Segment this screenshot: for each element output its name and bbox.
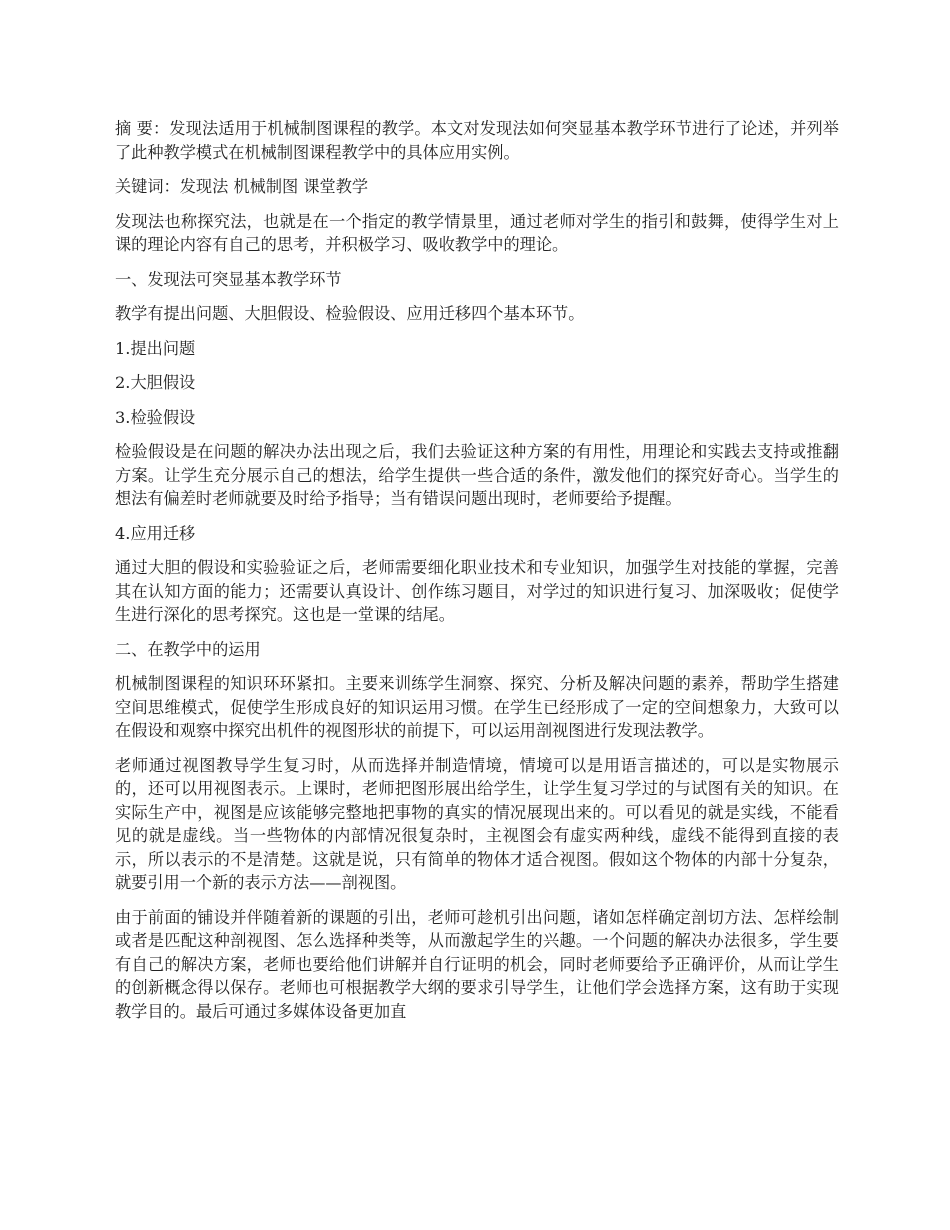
section-1-intro: 教学有提出问题、大胆假设、检验假设、应用迁移四个基本环节。	[115, 304, 585, 323]
list-item-2-heading: 2.大胆假设	[115, 373, 196, 392]
section-2-paragraph-3: 由于前面的铺设并伴随着新的课题的引出，老师可趁机引出问题，诸如怎样确定剖切方法、怎样绘制或者是匹配这种剖视图、怎么选择种类等，从而激起学生的兴趣。一个问题的解决办法很多，学生要有自己的解决方案，老师也要给他们讲解并自行证明的机会，同时老师要给予正确评价，从而让学生的创新概念得以保存。老师也可根据教学大纲的要求引导学生，让他们学会选择方案，这有助于实现教学目的。最后可通过多媒体设备更加直	[115, 907, 839, 1021]
section-1-heading: 一、发现法可突显基本教学环节	[115, 269, 342, 289]
list-item-3-heading: 3.检验假设	[115, 407, 196, 427]
section-2-paragraph-1: 机械制图课程的知识环环紧扣。主要来训练学生洞察、探究、分析及解决问题的素养，帮助学生搭建空间思维模式，促使学生形成良好的知识运用习惯。在学生已经形成了一定的空间想象力，大致可以在假设和观察中探究出机件的视图形状的前提下，可以运用剖视图进行发现法教学。	[115, 674, 839, 740]
section-2-paragraph-2: 老师通过视图教导学生复习时，从而选择并制造情境，情境可以是用语言描述的，可以是实物展示的，还可以用视图表示。上课时，老师把图形展出给学生，让学生复习学过的与试图有关的知识。在实际生产中，视图是应该能够完整地把事物的真实的情况展现出来的。可以看见的就是实线，不能看见的就是虚线。当一些物体的内部情况很复杂时，主视图会有虚实两种线，虚线不能得到直接的表示，所以表示的不是清楚。这就是说，只有简单的物体才适合视图。假如这个物体的内部十分复杂，就要引用一个新的表示方法——剖视图。	[115, 755, 839, 892]
list-item-4-heading: 4.应用迁移	[115, 523, 196, 543]
document-page	[115, 117, 839, 1034]
list-item-4-paragraph: 通过大胆的假设和实验验证之后，老师需要细化职业技术和专业知识，加强学生对技能的掌握，完善其在认知方面的能力；还需要认真设计、创作练习题目，对学过的知识进行复习、加深吸收；促使学生进行深化的思考探究。这也是一堂课的结尾。	[115, 558, 839, 624]
keywords-line: 关键词：发现法 机械制图 课堂教学	[115, 177, 369, 196]
list-item-3-paragraph: 检验假设是在问题的解决办法出现之后，我们去验证这种方案的有用性，用理论和实践去支持或推翻方案。让学生充分展示自己的想法，给学生提供一些合适的条件，激发他们的探究好奇心。当学生的想法有偏差时老师就要及时给予指导；当有错误问题出现时，老师要给予提醒。	[115, 442, 839, 508]
intro-paragraph: 发现法也称探究法，也就是在一个指定的教学情景里，通过老师对学生的指引和鼓舞，使得学生对上课的理论内容有自己的思考，并积极学习、吸收教学中的理论。	[115, 211, 839, 254]
list-item-1-heading: 1.提出问题	[115, 338, 196, 358]
section-2-heading: 二、在教学中的运用	[115, 639, 261, 659]
abstract-paragraph: 摘 要：发现法适用于机械制图课程的教学。本文对发现法如何突显基本教学环节进行了论述，并列举了此种教学模式在机械制图课程教学中的具体应用实例。	[115, 119, 839, 162]
